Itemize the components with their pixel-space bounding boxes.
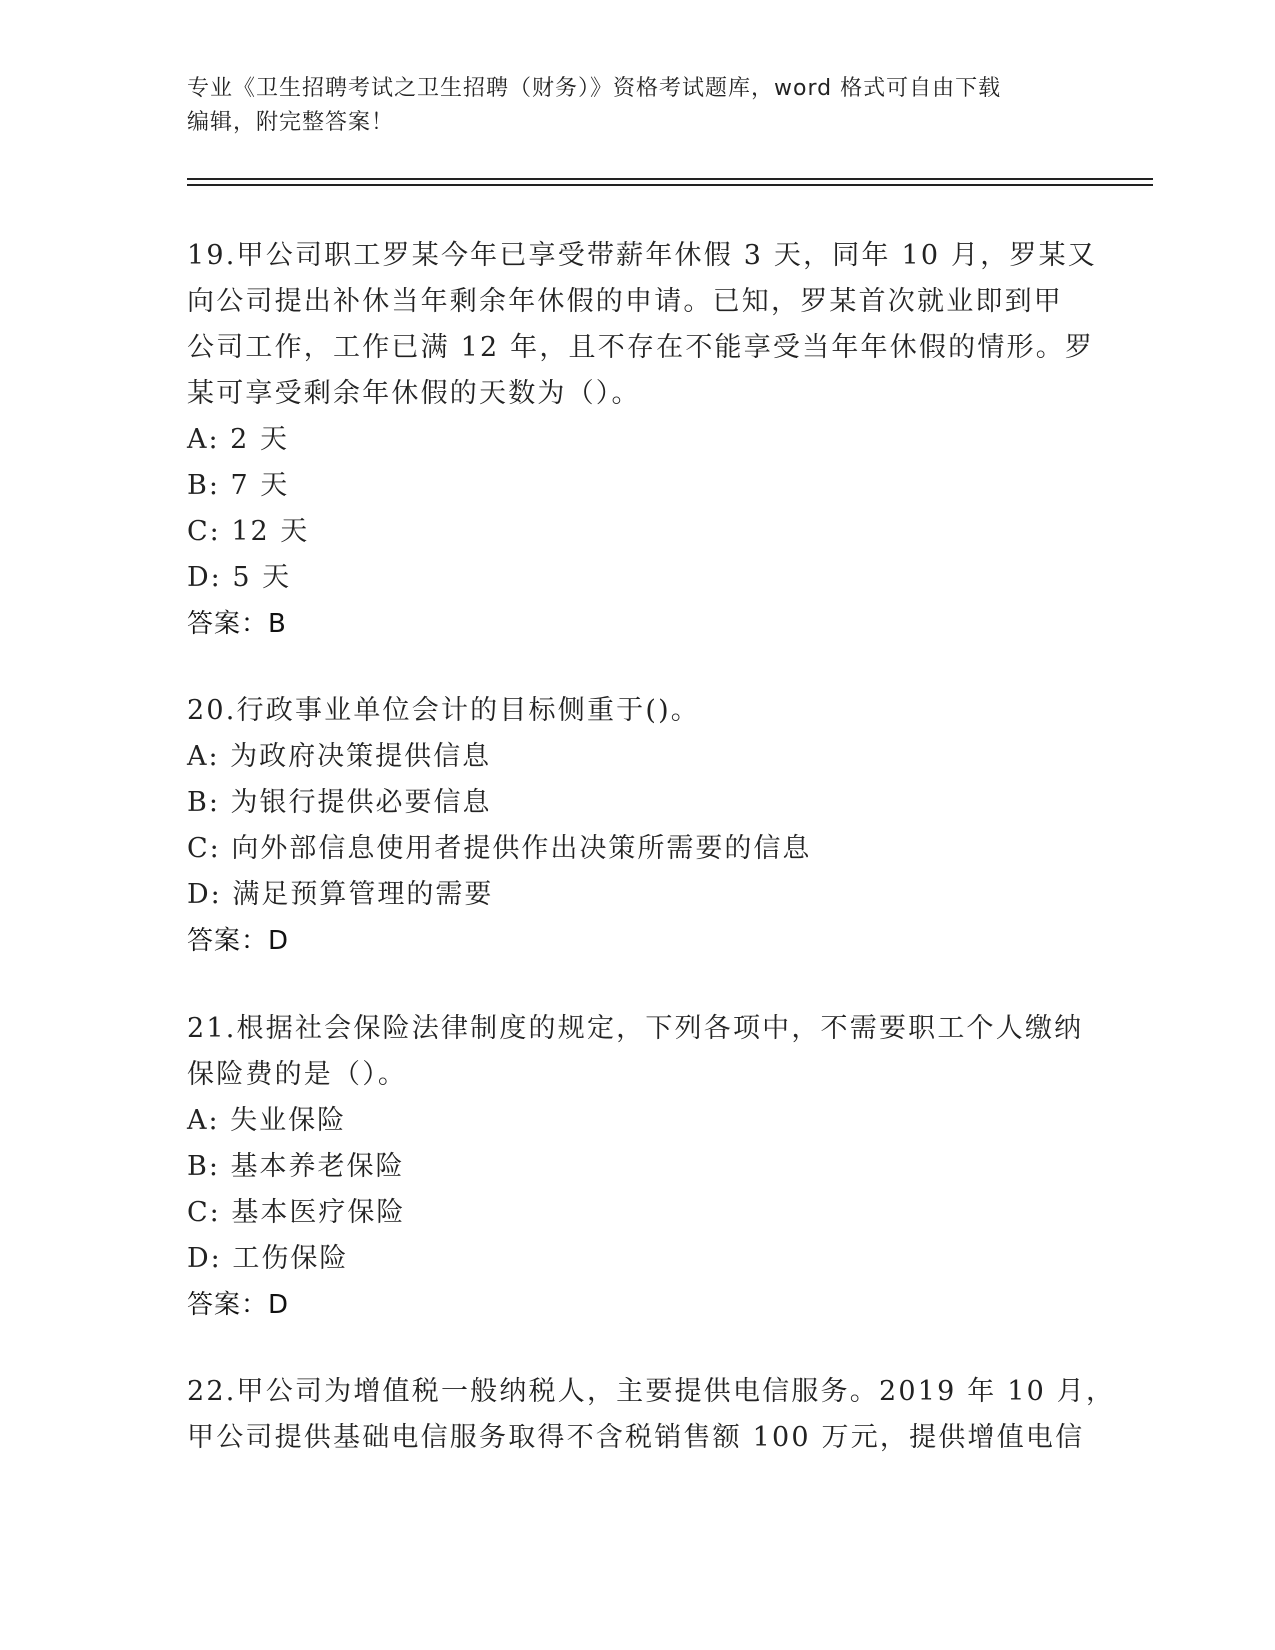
option-b: B: 为银行提供必要信息 [187,787,492,818]
header-line-1: 专业《卫生招聘考试之卫生招聘（财务）》资格考试题库，word 格式可自由下载 [187,76,1002,101]
option-d: D: 满足预算管理的需要 [187,879,494,910]
question-text-line: 甲公司提供基础电信服务取得不含税销售额 100 万元，提供增值电信 [187,1422,1085,1453]
question-text-line: 公司工作，工作已满 12 年，且不存在不能享受当年年休假的情形。罗 [187,332,1095,363]
question-text-line: 向公司提出补休当年剩余年休假的申请。已知，罗某首次就业即到甲 [187,286,1063,317]
header-divider-bottom [187,184,1153,186]
question-21 [187,1006,1087,1328]
option-c: C: 12 天 [187,516,310,547]
question-text-line: 19.甲公司职工罗某今年已享受带薪年休假 3 天，同年 10 月，罗某又 [187,240,1098,271]
option-d: D: 工伤保险 [187,1243,349,1274]
question-20 [187,688,1087,964]
question-text-line: 21.根据社会保险法律制度的规定，下列各项中，不需要职工个人缴纳 [187,1013,1084,1044]
header-line-2: 编辑，附完整答案！ [187,110,395,135]
option-d: D: 5 天 [187,562,292,593]
document-header [187,72,1087,140]
question-text-line: 20.行政事业单位会计的目标侧重于()。 [187,695,701,726]
option-b: B: 7 天 [187,470,290,501]
option-c: C: 基本医疗保险 [187,1197,406,1228]
question-text-line: 某可享受剩余年休假的天数为（）。 [187,378,641,409]
question-22 [187,1369,1116,1461]
question-text-line: 保险费的是（）。 [187,1059,408,1090]
question-19 [187,233,1098,647]
option-b: B: 基本养老保险 [187,1151,405,1182]
option-a: A: 2 天 [187,424,289,455]
answer-label: 答案：D [187,926,290,956]
answer-label: 答案：D [187,1290,290,1320]
header-divider-top [187,178,1153,180]
option-a: A: 为政府决策提供信息 [187,741,492,772]
option-c: C: 向外部信息使用者提供作出决策所需要的信息 [187,833,812,864]
answer-label: 答案：B [187,609,287,639]
question-text-line: 22.甲公司为增值税一般纳税人，主要提供电信服务。2019 年 10 月， [187,1376,1116,1407]
option-a: A: 失业保险 [187,1105,347,1136]
